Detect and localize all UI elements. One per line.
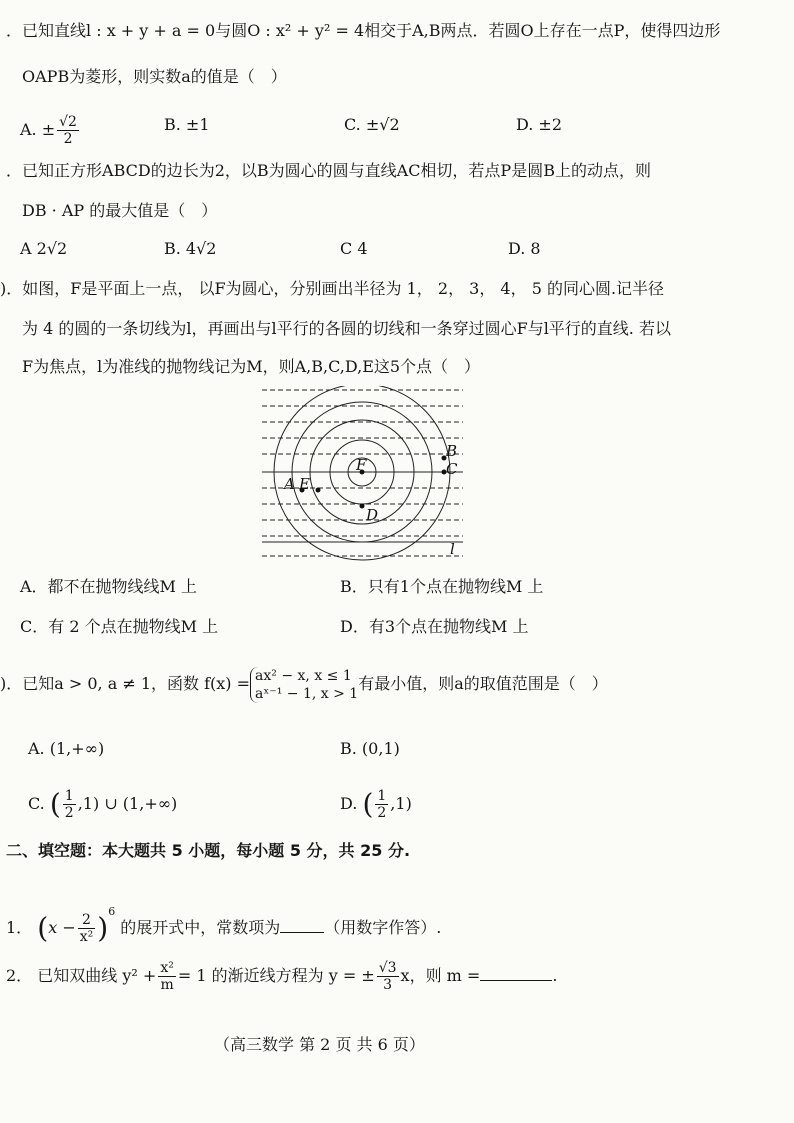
q13-post: x，则 m = (400, 966, 481, 985)
q12-denominator: x² (79, 929, 94, 945)
q13-line (6, 954, 557, 998)
q8-number: ． (6, 21, 23, 40)
q9-number: ． (6, 161, 23, 180)
q8-option-a (20, 114, 81, 147)
q9-option-d: D. 8 (508, 239, 541, 258)
q12-numerator: 2 (78, 912, 96, 929)
q11-option-d: D. ( $\frac{1}{2}$ ,1) (340, 787, 412, 821)
q12-expr: x − (48, 918, 76, 937)
q11-option-b: B. (0,1) (340, 739, 400, 758)
q8-text1: 已知直线l : x + y + a = 0与圆O : x² + y² = 4相交于A,B两点．若圆O上存在一点P，使得四边形 (22, 21, 721, 40)
q12-number: 1． (6, 918, 33, 937)
q10-option-d: D．有3个点在抛物线M 上 (340, 617, 529, 636)
q13-mid: = 1 的渐近线方程为 y = ± (177, 966, 375, 985)
q10-text1: 如图，F是平面上一点， 以F为圆心，分别画出半径为 1， 2， 3， 4， 5 的同心圆.记半径 (22, 279, 665, 298)
label-f: F (356, 456, 367, 474)
q11-option-d-tail: ,1) (390, 794, 412, 813)
label-b: B (446, 442, 458, 460)
q13-fraction1 (158, 960, 176, 993)
q13-fraction1-denominator: m (160, 977, 174, 993)
q13-end: . (552, 966, 558, 985)
point-e (316, 488, 321, 493)
q8-option-d: D. ±2 (516, 115, 563, 134)
q8-option-a-label: A. (20, 120, 37, 139)
q11-option-c-fraction (63, 788, 76, 821)
q13-fraction2-denominator: 3 (383, 977, 393, 993)
q8-line2: OAPB为菱形，则实数a的值是（ ） (22, 67, 287, 86)
q11-piecewise (250, 667, 358, 703)
q9-option-b: B. 4√2 (164, 239, 217, 258)
section-2-title: 二、填空题：本大题共 5 小题，每小题 5 分，共 25 分. (6, 841, 411, 860)
label-c: C (446, 460, 458, 478)
q11-option-c-label: C. (28, 794, 45, 813)
q10-line2: 为 4 的圆的一条切线为l，再画出与l平行的各圆的切线和一条穿过圆心F与l平行的直线. 若以 (22, 319, 671, 338)
q11-option-d-fraction (375, 788, 388, 821)
q12-text: 的展开式中，常数项为 (120, 918, 281, 937)
q12-fraction (78, 912, 96, 945)
q12-line: 1． (x − $\frac{2}{\text{x²}}$ )$^6$ 的展开式中，常数项为 （用数字作答）. (6, 905, 442, 945)
q11-suffix: 有最小值，则a的取值范围是（ ） (358, 674, 608, 693)
q13-number: 2． (6, 966, 33, 985)
q10-option-c: C．有 2 个点在抛物线M 上 (20, 617, 219, 636)
q10-option-b: B．只有1个点在抛物线M 上 (340, 577, 544, 596)
q11-number: )． (0, 674, 23, 693)
label-e: E (299, 475, 310, 493)
q9-option-c: C 4 (340, 239, 368, 258)
q11-option-c-tail: ,1) ∪ (1,+∞) (77, 794, 178, 813)
q11-option-d-denominator: 2 (377, 805, 387, 821)
q11-case1: ax² − x, x ≤ 1 (255, 667, 352, 684)
q12-power: 6 (108, 905, 116, 918)
q9-text1: 已知正方形ABCD的边长为2，以B为圆心的圆与直线AC相切，若点P是圆B上的动点，则 (22, 161, 651, 180)
label-l: l (450, 540, 455, 558)
q10-line3: F为焦点，l为准线的抛物线记为M，则A,B,C,D,E这5个点（ ） (22, 357, 481, 376)
q8-line1 (6, 20, 720, 42)
q8-option-a-numerator: √2 (59, 114, 77, 130)
q13-answer-blank[interactable] (480, 964, 552, 981)
q12-tail: （用数字作答）. (324, 918, 442, 937)
q13-fraction2-numerator: √3 (378, 960, 397, 976)
q11-option-c: C. ( $\frac{1}{2}$ ,1) ∪ (1,+∞) (28, 787, 178, 821)
q11-case2: aˣ⁻¹ − 1, x > 1 (255, 685, 359, 702)
q11-option-c-denominator: 2 (64, 805, 74, 821)
q8-option-c: C. ±√2 (344, 115, 400, 134)
q8-option-a-pm: ± (41, 120, 56, 139)
q13-pre: 已知双曲线 y² + (37, 966, 157, 985)
q10-number: )． (0, 279, 23, 298)
concentric-circles-figure (258, 386, 470, 562)
q11-option-c-numerator: 1 (64, 788, 74, 804)
q9-option-a: A 2√2 (20, 239, 68, 258)
q8-option-b: B. ±1 (164, 115, 210, 134)
point-d (360, 504, 365, 509)
q9-line1 (6, 160, 651, 182)
q13-fraction1-numerator: x² (160, 960, 174, 976)
q11-prefix: 已知a > 0, a ≠ 1，函数 f(x) = (22, 674, 251, 693)
q10-line1 (0, 278, 664, 300)
q8-option-a-fraction (57, 114, 79, 147)
q11-option-d-numerator: 1 (377, 788, 387, 804)
q10-option-a: A．都不在抛物线线M 上 (20, 577, 198, 596)
label-a: A (284, 475, 295, 493)
q11-option-d-label: D. (340, 794, 358, 813)
q11-option-a: A. (1,+∞) (28, 739, 105, 758)
q9-line2: DB · AP 的最大值是（ ） (22, 201, 218, 220)
q11-line1 (0, 660, 608, 708)
label-d: D (366, 506, 379, 524)
q13-fraction2 (377, 960, 399, 993)
q8-option-a-denominator: 2 (63, 131, 73, 147)
q12-answer-blank[interactable] (280, 916, 324, 933)
page-footer: （高三数学 第 2 页 共 6 页） (214, 1035, 425, 1054)
